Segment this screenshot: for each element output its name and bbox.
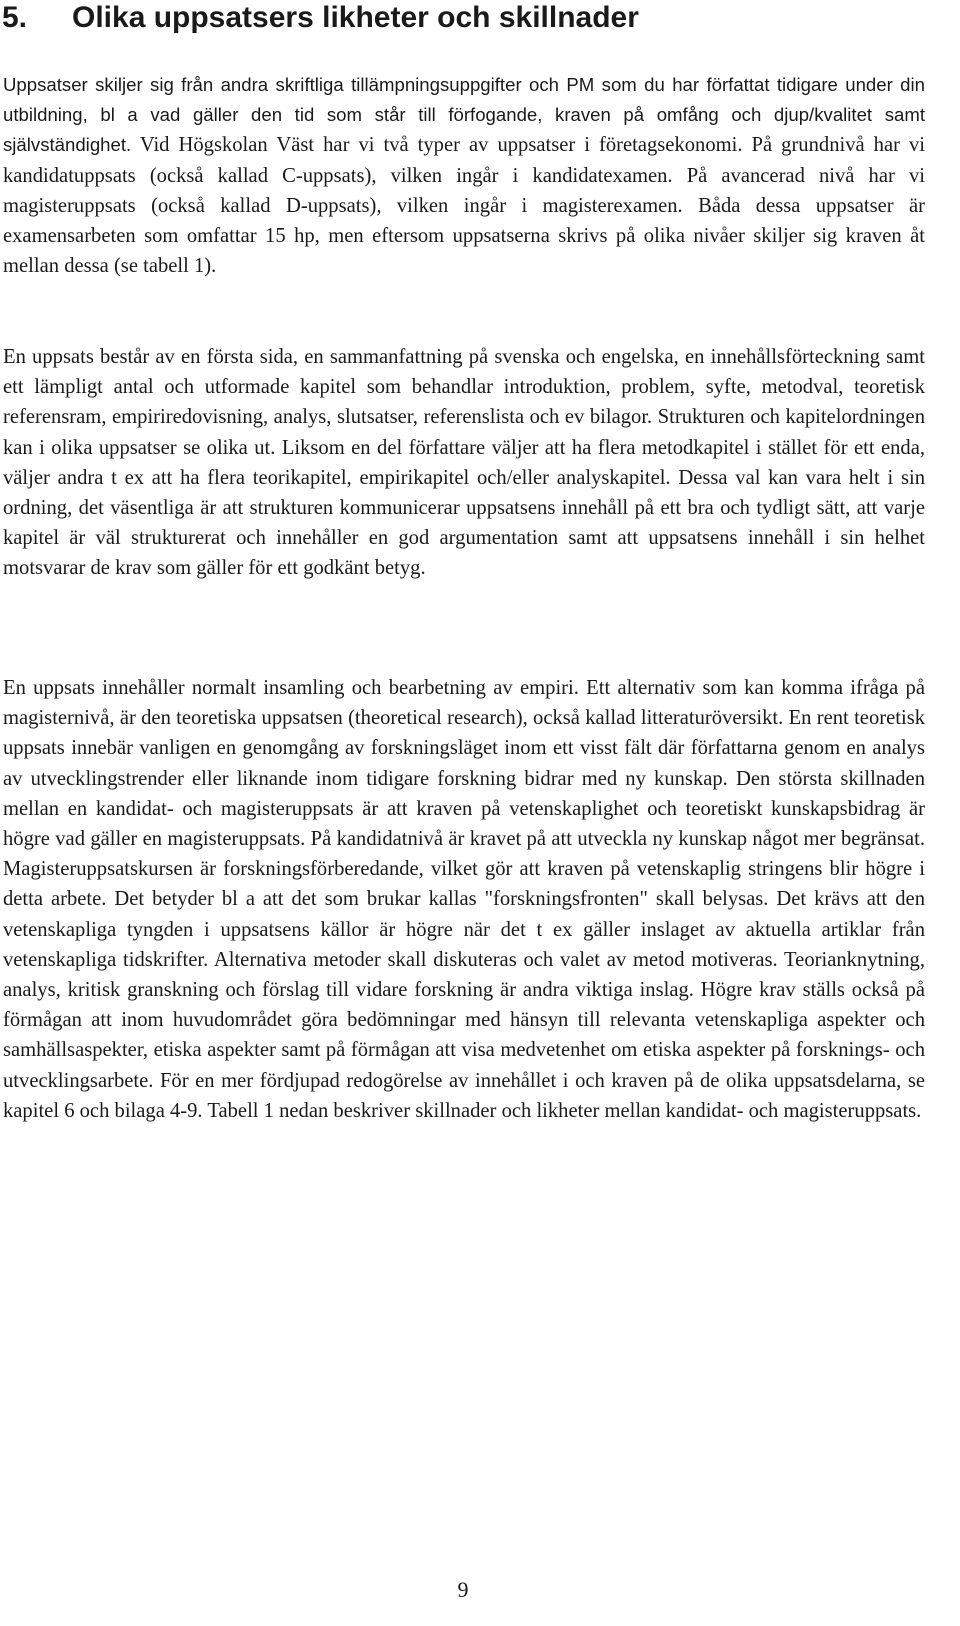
section-title: Olika uppsatsers likheter och skillnader (72, 1, 639, 34)
paragraph-1-text: Vid Högskolan Väst har vi två typer av uppsatser i företagsekonomi. På grundnivå har vi kandidatuppsats (också kallad C-uppsats), vilken ingår i kandidatexamen. På avancerad nivå har vi magisteruppsats (också kallad D-uppsats), vilken ingår i magisterexamen. Båda dessa uppsatser är examensarbeten som omfattar 15 hp, men eftersom uppsatserna skrivs på olika nivåer skiljer sig kraven åt mellan dessa (se tabell 1). (3, 134, 925, 278)
paragraph-3: En uppsats innehåller normalt insamling och bearbetning av empiri. Ett alternativ som kan komma ifråga på magisternivå, är den teoretiska uppsatsen (theoretical research), också kallad litteraturöversikt. En rent teoretisk uppsats innebär vanligen en genomgång av forskningsläget inom ett visst fält där författarna genom en analys av utvecklingstrender eller liknande inom tidigare forskning bidrar med ny kunskap. Den största skillnaden mellan en kandidat- och magisteruppsats är att kraven på vetenskaplighet och teoretiskt kunskapsbidrag är högre vad gäller en magisteruppsats. På kandidatnivå är kravet på att utveckla ny kunskap något mer begränsat. Magisteruppsatskursen är forskningsförberedande, vilket gör att kraven på vetenskaplig stringens blir högre i detta arbete. Det betyder bl a att det som brukar kallas "forskningsfronten" skall belysas. Det krävs att den vetenskapliga tyngden i uppsatsens källor är högre när det t ex gäller inslaget av aktuella artiklar från vetenskapliga tidskrifter. Alternativa metoder skall diskuteras och valet av metod motiveras. Teorianknytning, analys, kritisk granskning och förslag till vidare forskning är andra viktiga inslag. Högre krav ställs också på förmågan att inom huvudområdet göra bedömningar med hänsyn till relevanta vetenskapliga aspekter och samhällsaspekter, etiska aspekter samt på förmågan att visa medvetenhet om etiska aspekter på forsknings- och utvecklingsarbete. För en mer fördjupad redogörelse av innehållet i och kraven på de olika uppsatsdelarna, se kapitel 6 och bilaga 4-9. Tabell 1 nedan beskriver skillnader och likheter mellan kandidat- och magisteruppsats. (3, 677, 925, 1122)
paragraph-2: En uppsats består av en första sida, en sammanfattning på svenska och engelska, en innehållsförteckning samt ett lämpligt antal och utformade kapitel som behandlar introduktion, problem, syfte, metodval, teoretisk referensram, empiriredovisning, analys, slutsatser, referenslista och ev bilagor. Strukturen och kapitelordningen kan i olika uppsatser se olika ut. Liksom en del författare väljer att ha flera metodkapitel i stället för ett enda, väljer andra t ex att ha flera teorikapitel, empirikapitel och/eller analyskapitel. Dessa val kan vara helt i sin ordning, det väsentliga är att strukturen kommunicerar uppsatsens innehåll på ett bra och tydligt sätt, att varje kapitel är väl strukturerat och innehåller en god argumentation samt att uppsatsens innehåll i sin helhet motsvarar de krav som gäller för ett godkänt betyg. (3, 346, 925, 580)
page-number: 9 (457, 1577, 469, 1602)
paragraph-1 (3, 70, 925, 281)
paragraph-1-lead: Uppsatser skiljer sig från andra skriftliga tillämpningsuppgifter och PM som du har författat tidigare under din utbildning, bl a vad gäller den tid som står till förfogande, kraven på omfång och djup/kvalitet samt självständighet. (3, 74, 925, 156)
section-heading (2, 0, 942, 36)
section-number: 5. (2, 1, 28, 34)
